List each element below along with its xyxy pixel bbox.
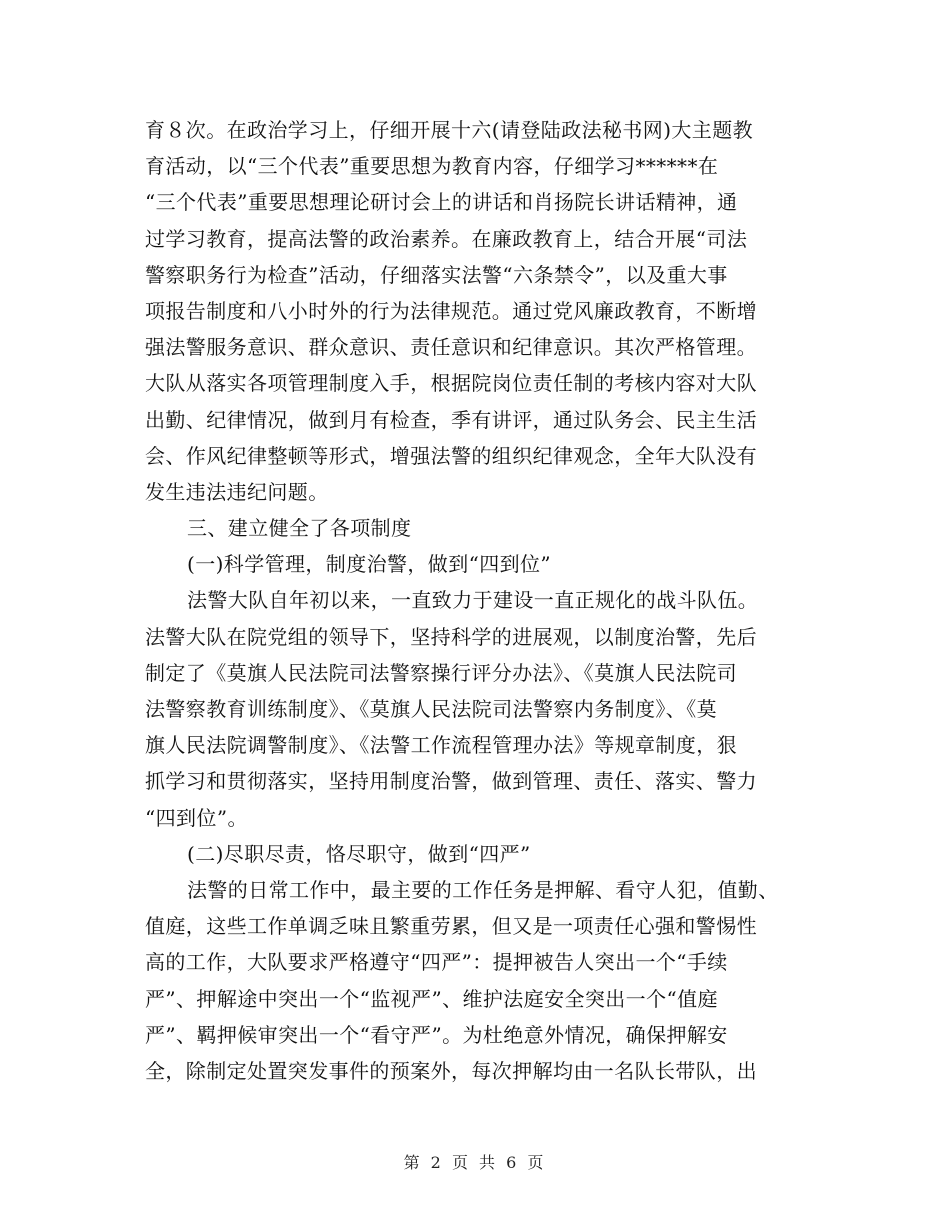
text-line: 强法警服务意识、群众意识、责任意识和纪律意识。其次严格管理。 (145, 335, 757, 360)
section-heading: 三、建立健全了各项制度 (187, 516, 412, 541)
text-line: 项报告制度和八小时外的行为法律规范。通过党风廉政教育，不断增 (145, 298, 757, 323)
text-line: 大队从落实各项管理制度入手，根据院岗位责任制的考核内容对大队 (145, 371, 757, 396)
text-line: 高的工作，大队要求严格遵守“四严”：提押被告人突出一个“手续 (145, 950, 728, 975)
text-line: “四到位”。 (145, 805, 248, 830)
text-line: 法警察教育训练制度》、《莫旗人民法院司法警察内务制度》、《莫 (145, 697, 717, 721)
text-line: 发生违法违纪问题。 (145, 479, 329, 504)
text-line: 法警的日常工作中，最主要的工作任务是押解、看守人犯，值勤、 (187, 877, 779, 902)
text-line: 全，除制定处置突发事件的预案外，每次押解均由一名队长带队，出 (145, 1058, 757, 1083)
page-number-footer: 第 2 页 共 6 页 (403, 1153, 547, 1172)
subsection-heading: (一)科学管理，制度治警，做到“四到位” (187, 552, 552, 577)
text-line: 法警大队自年初以来，一直致力于建设一直正规化的战斗队伍。 (187, 588, 759, 613)
text-line: 过学习教育，提高法警的政治素养。在廉政教育上，结合开展“司法 (145, 226, 748, 251)
text-line: 法警大队在院党组的领导下，坚持科学的进展观，以制度治警，先后 (145, 624, 757, 649)
text-line: 制定了《莫旗人民法院司法警察操行评分办法》、《莫旗人民法院司 (145, 660, 737, 685)
subsection-heading: (二)尽职尽责，恪尽职守，做到“四严” (187, 841, 531, 866)
text-line: 育活动，以“三个代表”重要思想为教育内容，仔细学习******在 (145, 154, 719, 179)
text-line: 抓学习和贯彻落实，坚持用制度治警，做到管理、责任、落实、警力 (145, 769, 757, 794)
text-line: “三个代表”重要思想理论研讨会上的讲话和肖扬院长讲话精神，通 (145, 190, 738, 215)
document-body (145, 112, 825, 1089)
text-line: 值庭，这些工作单调乏味且繁重劳累，但又是一项责任心强和警惕性 (145, 914, 757, 939)
text-line: 严”、押解途中突出一个“监视严”、维护法庭安全突出一个“值庭 (145, 986, 718, 1011)
text-line: 育８次。在政治学习上，仔细开展十六(请登陆政法秘书网)大主题教 (145, 118, 754, 142)
text-line: 出勤、纪律情况，做到月有检查，季有讲评，通过队务会、民主生活 (145, 407, 757, 432)
text-line: 严”、羁押候审突出一个“看守严”。为杜绝意外情况，确保押解安 (145, 1022, 728, 1047)
text-line: 旗人民法院调警制度》、《法警工作流程管理办法》等规章制度，狠 (145, 733, 737, 758)
text-line: 会、作风纪律整顿等形式，增强法警的组织纪律观念，全年大队没有 (145, 443, 757, 468)
text-line: 警察职务行为检查”活动，仔细落实法警“六条禁令”，以及重大事 (145, 262, 728, 287)
